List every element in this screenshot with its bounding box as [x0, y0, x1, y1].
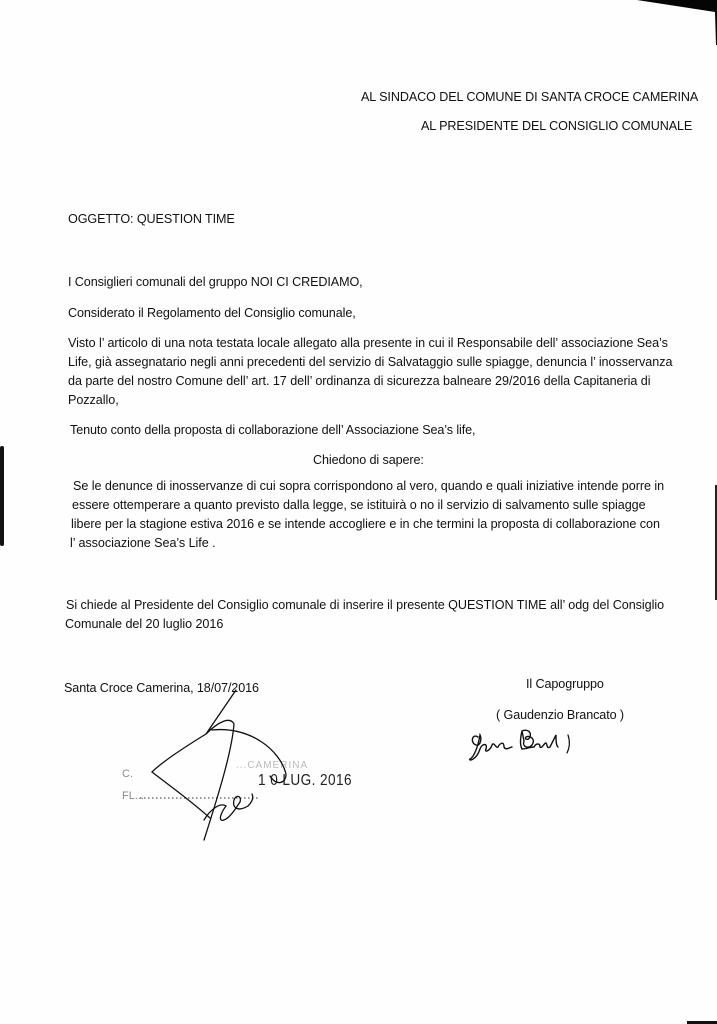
recipient-mayor: AL SINDACO DEL COMUNE DI SANTA CROCE CAMERINA [361, 90, 699, 104]
paragraph-line: libere per la stagione estiva 2016 e se intende accogliere e in che termini la proposta di collaborazione con [71, 517, 660, 531]
scan-edge-shadow [637, 0, 717, 45]
stamp-line1-prefix: C. [122, 768, 133, 780]
scan-edge-left [0, 446, 4, 546]
official-signature [140, 690, 340, 850]
paragraph-line: Comunale del 20 luglio 2016 [65, 617, 224, 631]
place-date: Santa Croce Camerina, 18/07/2016 [64, 681, 259, 695]
recipient-council-president: AL PRESIDENTE DEL CONSIGLIO COMUNALE [421, 119, 693, 133]
signatory-role: Il Capogruppo [526, 677, 604, 691]
paragraph-line: Visto l’ articolo di una nota testata locale allegato alla presente in cui il Responsabile dell’ associazione Sea’s [68, 336, 668, 350]
paragraph-line: Life, già assegnatario negli anni precedenti del servizio di Salvataggio sulle spiagge, denuncia l’ inosservanza [68, 355, 673, 369]
paragraph-line: l’ associazione Sea’s Life . [70, 536, 216, 550]
paragraph-line: Se le denunce di inosservanze di cui sopra corrispondono al vero, quando e quali iniziative intende porre in [73, 479, 665, 493]
capogruppo-signature [470, 725, 600, 765]
paragraph-line: Pozzallo, [68, 393, 119, 407]
considered-line: Considerato il Regolamento del Consiglio comunale, [68, 306, 356, 320]
stamp-date: 1 0 LUG. 2016 [258, 772, 352, 789]
paragraph-line: essere ottemperare a quanto previsto dalla legge, se istituirà o no il servizio di salvamento sulle spiagge [72, 498, 646, 512]
paragraph-line: Si chiede al Presidente del Consiglio comunale di inserire il presente QUESTION TIME all’ odg del Consiglio [66, 598, 665, 612]
paragraph-line: da parte del nostro Comune dell’ art. 17 dell’ ordinanza di sicurezza balneare 29/2016 della Capitaneria di [68, 374, 651, 388]
signatory-name: ( Gaudenzio Brancato ) [496, 708, 625, 722]
tenuto-line: Tenuto conto della proposta di collaborazione dell’ Associazione Sea’s life, [70, 423, 476, 437]
chiedono-heading: Chiedono di sapere: [313, 453, 424, 467]
stamp-line1-faded: ...CAMERINA [236, 760, 309, 771]
stamp-line2-prefix: FL... [122, 790, 145, 802]
intro-line: I Consiglieri comunali del gruppo NOI CI CREDIAMO, [68, 275, 363, 289]
subject-line: OGGETTO: QUESTION TIME [68, 212, 235, 226]
